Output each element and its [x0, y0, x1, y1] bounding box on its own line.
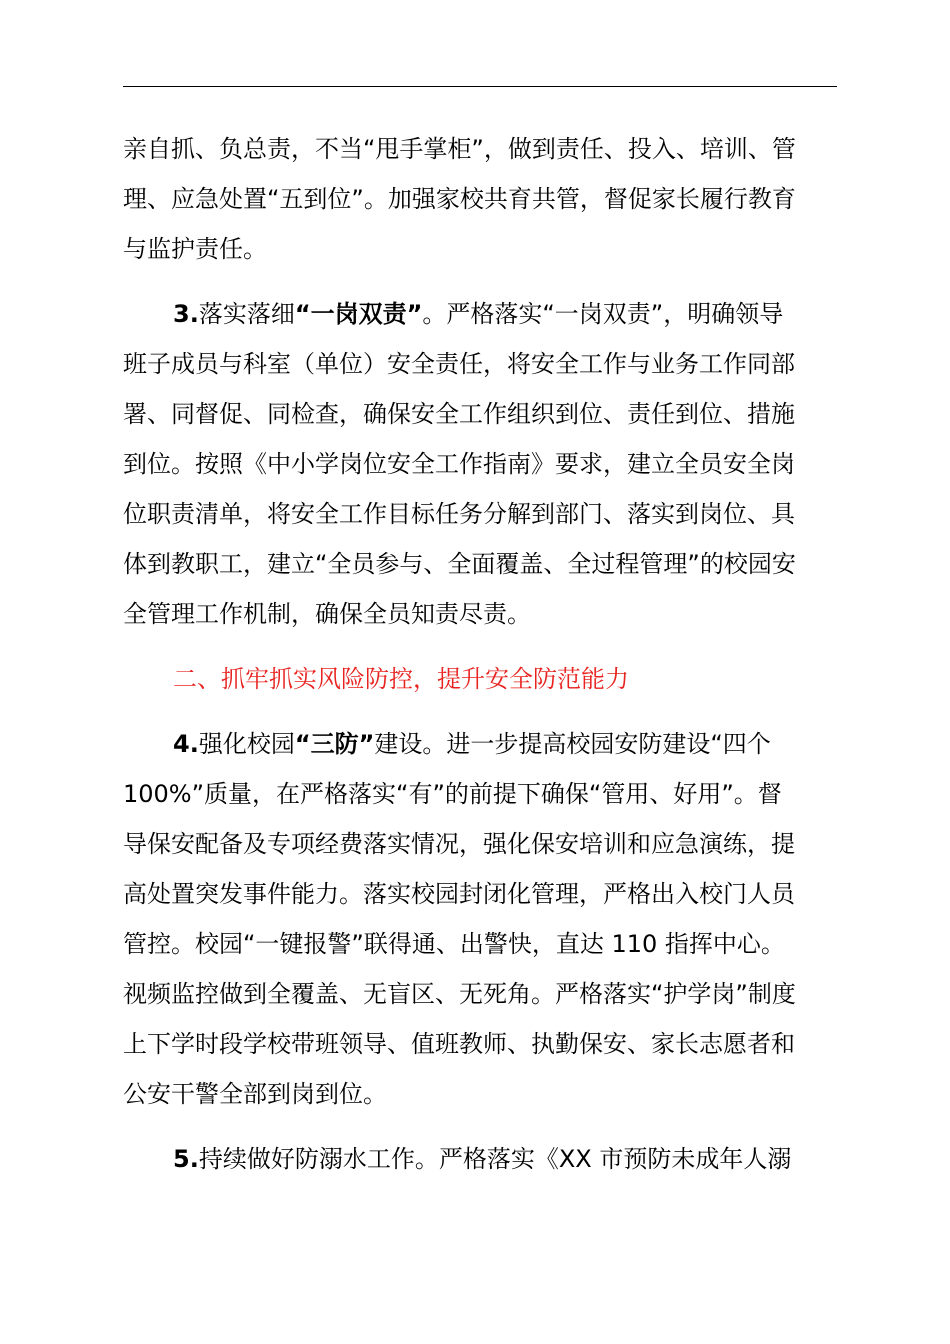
text-line: 公安干警全部到岗到位。: [123, 1080, 387, 1108]
item-number: 4.: [173, 730, 199, 758]
paragraph-item-3: [123, 289, 839, 639]
text-line: 理、应急处置“五到位”。加强家校共育共管，督促家长履行教育: [123, 185, 796, 213]
item-title-quote: “三防”: [294, 730, 375, 758]
text-line: 视频监控做到全覆盖、无盲区、无死角。严格落实“护学岗”制度: [123, 980, 796, 1008]
item-title: 持续做好防溺水工作。: [198, 1145, 439, 1173]
text-line: 与监护责任。: [123, 235, 267, 263]
text-line: [123, 1134, 839, 1184]
item-text: 。严格落实“一岗双责”，明确领导: [422, 300, 784, 328]
text-line: [123, 289, 839, 339]
paragraph-item-4: [123, 719, 839, 1119]
text-line: 导保安配备及专项经费落实情况，强化保安培训和应急演练，提: [123, 830, 795, 858]
item-title-quote: “一岗双责”: [294, 300, 423, 328]
text-line: 班子成员与科室（单位）安全责任，将安全工作与业务工作同部: [123, 350, 795, 378]
text-line: 100%”质量，在严格落实“有”的前提下确保“管用、好用”。督: [123, 780, 782, 808]
text-line: [123, 719, 839, 769]
item-text: 建设。进一步提高校园安防建设“四个: [374, 730, 771, 758]
text-line: 亲自抓、负总责，不当“甩手掌柜”，做到责任、投入、培训、管: [123, 135, 796, 163]
document-body: [123, 124, 839, 1184]
text-line: 体到教职工，建立“全员参与、全面覆盖、全过程管理”的校园安: [123, 550, 796, 578]
text-line: 位职责清单，将安全工作目标任务分解到部门、落实到岗位、具: [123, 500, 795, 528]
item-title: 强化校园: [198, 730, 295, 758]
item-text: 严格落实《XX 市预防未成年人溺: [438, 1145, 792, 1173]
paragraph-item-5: [123, 1134, 839, 1184]
section-heading: 二、抓牢抓实风险防控，提升安全防范能力: [173, 665, 629, 693]
text-line: 到位。按照《中小学岗位安全工作指南》要求，建立全员安全岗: [123, 450, 795, 478]
header-rule: [123, 86, 837, 87]
text-line: 署、同督促、同检查，确保安全工作组织到位、责任到位、措施: [123, 400, 795, 428]
paragraph-continuation: [123, 124, 839, 274]
text-line: 管控。校园“一键报警”联得通、出警快，直达 110 指挥中心。: [123, 930, 785, 958]
item-number: 5.: [173, 1145, 199, 1173]
item-title: 落实落细: [198, 300, 295, 328]
text-line: 全管理工作机制，确保全员知责尽责。: [123, 600, 531, 628]
text-line: 高处置突发事件能力。落实校园封闭化管理，严格出入校门人员: [123, 880, 795, 908]
item-number: 3.: [173, 300, 199, 328]
text-line: 上下学时段学校带班领导、值班教师、执勤保安、家长志愿者和: [123, 1030, 795, 1058]
